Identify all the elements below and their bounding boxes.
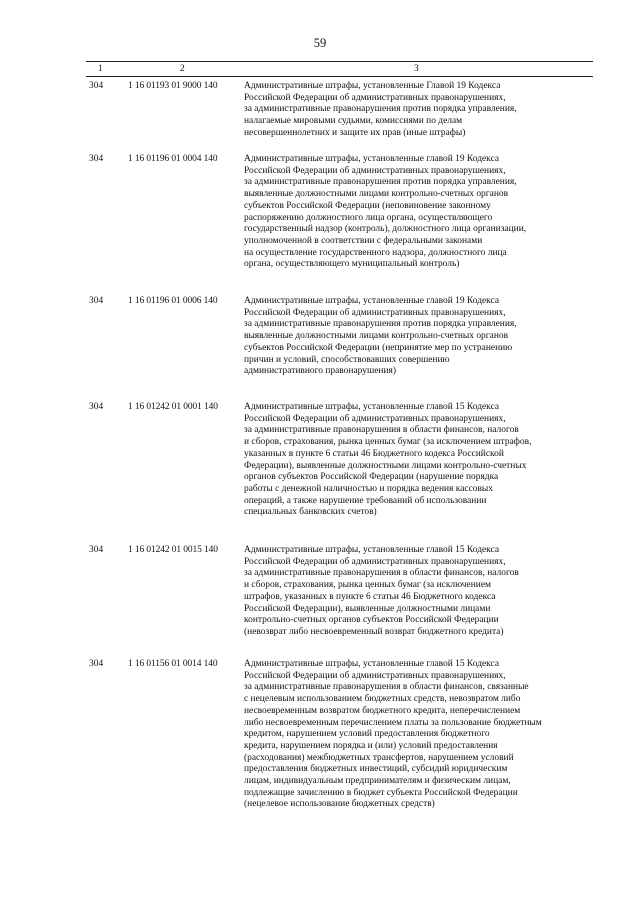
description-line: указанных в пункте 6 статьи 46 Бюджетного кодекса Российской	[244, 448, 504, 459]
description-line: Административные штрафы, установленные главой 15 Кодекса	[244, 402, 500, 412]
description-line: Административные штрафы, установленные Главой 19 Кодекса	[244, 81, 501, 91]
revenue-description	[244, 545, 606, 639]
description-line: Российской Федерации об административных правонарушениях,	[244, 556, 506, 567]
header-col-2: 2	[180, 64, 185, 74]
description-line: государственный надзор (контроль), должностного лица организации,	[244, 224, 527, 235]
table-header	[86, 61, 593, 77]
revenue-code: 1 16 01242 01 0015 140	[128, 545, 218, 555]
admin-code: 304	[89, 296, 104, 306]
revenue-code: 1 16 01196 01 0004 140	[128, 154, 218, 164]
description-line: причин и условий, способствовавших совершению	[244, 354, 450, 365]
description-line: уполномоченной в соответствии с федеральными законами	[244, 235, 483, 246]
description-line: кредита, нарушением порядка и (или) условий предоставления	[244, 740, 498, 751]
description-line: Административные штрафы, установленные главой 15 Кодекса	[244, 659, 500, 669]
description-line: несовершеннолетних и защите их прав (иные штрафы)	[244, 127, 466, 138]
description-line: Административные штрафы, установленные главой 19 Кодекса	[244, 154, 500, 164]
description-line: административного правонарушения)	[244, 366, 396, 377]
header-col-3: 3	[414, 64, 419, 74]
description-line: операций, а также нарушение требований об использовании	[244, 495, 487, 506]
revenue-code: 1 16 01193 01 9000 140	[128, 81, 218, 91]
description-line: и сборов, страхования, рынка ценных бумаг (за исключением штрафов,	[244, 437, 532, 448]
revenue-code: 1 16 01196 01 0006 140	[128, 296, 218, 306]
admin-code: 304	[89, 81, 104, 91]
description-line: за административные правонарушения против порядка управления,	[244, 104, 517, 115]
description-line: Российской Федерации об административных правонарушениях,	[244, 670, 506, 681]
description-line: (невозврат либо несвоевременный возврат бюджетного кредита)	[244, 626, 504, 637]
description-line: Российской Федерации об административных правонарушениях,	[244, 92, 506, 103]
description-line: субъектов Российской Федерации (непринятие мер по устранению	[244, 342, 513, 353]
revenue-description	[244, 659, 606, 811]
admin-code: 304	[89, 545, 104, 555]
description-line: подлежащие зачислению в бюджет субъекта Российской Федерации	[244, 787, 518, 798]
description-line: Российской Федерации об административных правонарушениях,	[244, 307, 506, 318]
description-line: либо несвоевременным перечислением платы за пользование бюджетным	[244, 717, 542, 728]
description-line: работы с денежной наличностью и порядка ведения кассовых	[244, 483, 493, 494]
description-line: лицам, индивидуальным предпринимателям и физическим лицам,	[244, 776, 511, 787]
admin-code: 304	[89, 154, 104, 164]
description-line: Российской Федерации об административных правонарушениях,	[244, 165, 506, 176]
admin-code: 304	[89, 402, 104, 412]
description-line: (расходования) межбюджетных трансфертов, нарушением условий	[244, 752, 514, 763]
revenue-code: 1 16 01242 01 0001 140	[128, 402, 218, 412]
description-line: с нецелевым использованием бюджетных средств, невозвратом либо	[244, 694, 521, 705]
header-col-1: 1	[98, 64, 103, 74]
description-line: за административные правонарушения в области финансов, связанные	[244, 682, 529, 693]
description-line: Административные штрафы, установленные главой 19 Кодекса	[244, 296, 500, 306]
revenue-description	[244, 296, 606, 378]
description-line: предоставления бюджетных инвестиций, субсидий юридическим	[244, 764, 508, 775]
description-line: налагаемые мировыми судьями, комиссиями по делам	[244, 116, 463, 127]
description-line: Российской Федерации об административных правонарушениях,	[244, 413, 506, 424]
description-line: выявленные должностными лицами контрольно-счетных органов	[244, 189, 509, 200]
revenue-description	[244, 154, 606, 271]
description-line: кредитом, нарушением условий предоставления бюджетного	[244, 729, 490, 740]
description-line: и сборов, страхования, рынка ценных бумаг (за исключением	[244, 580, 492, 591]
description-line: распоряжению должностного лица органа, осуществляющего	[244, 212, 493, 223]
description-line: контрольно-счетных органов субъектов Российской Федерации	[244, 615, 499, 626]
description-line: за административные правонарушения против порядка управления,	[244, 177, 517, 188]
description-line: выявленные должностными лицами контрольно-счетных органов	[244, 331, 509, 342]
description-line: субъектов Российской Федерации (неповиновение законному	[244, 200, 491, 211]
description-line: Административные штрафы, установленные главой 15 Кодекса	[244, 545, 500, 555]
description-line: несвоевременным возвратом бюджетного кредита, неперечислением	[244, 705, 521, 716]
description-line: (нецелевое использование бюджетных средств)	[244, 799, 435, 810]
description-line: органов субъектов Российской Федерации (нарушение порядка	[244, 472, 499, 483]
revenue-description	[244, 402, 606, 519]
description-line: Федерации), выявленные должностными лицами контрольно-счетных	[244, 460, 527, 471]
description-line: штрафов, указанных в пункте 6 статьи 46 Бюджетного кодекса	[244, 591, 496, 602]
description-line: Российской Федерации), выявленные должностными лицами	[244, 603, 491, 614]
description-line: специальных банковских счетов)	[244, 507, 377, 518]
revenue-code: 1 16 01156 01 0014 140	[128, 659, 218, 669]
description-line: за административные правонарушения в области финансов, налогов	[244, 568, 519, 579]
description-line: органа, осуществляющего муниципальный контроль)	[244, 259, 460, 270]
revenue-description	[244, 81, 606, 140]
description-line: за административные правонарушения против порядка управления,	[244, 319, 517, 330]
description-line: за административные правонарушения в области финансов, налогов	[244, 425, 519, 436]
admin-code: 304	[89, 659, 104, 669]
description-line: на осуществление государственного надзора, должностного лица	[244, 247, 507, 258]
page-number: 59	[313, 36, 327, 50]
